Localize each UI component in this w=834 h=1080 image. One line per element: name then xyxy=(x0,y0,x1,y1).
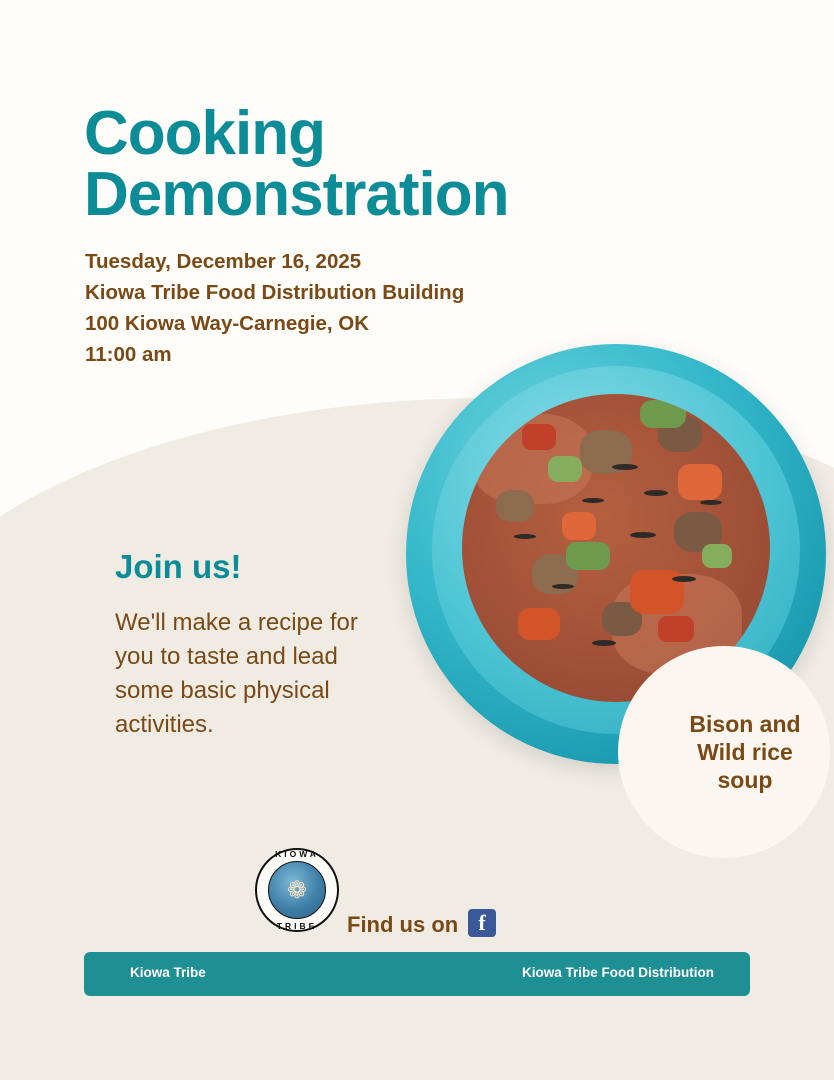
tomato-piece xyxy=(522,424,556,450)
title-line-1: Cooking xyxy=(84,99,325,168)
logo-bottom-text: TRIBE xyxy=(276,921,318,931)
pepper-piece xyxy=(702,544,732,568)
footer-bar xyxy=(84,952,750,996)
carrot-piece xyxy=(562,512,596,540)
bison-chunk xyxy=(496,490,534,522)
footer-secondary-page-name[interactable]: Kiowa Tribe Food Distribution xyxy=(522,965,714,980)
logo-top-text: KIOWA xyxy=(275,849,319,859)
event-time: 11:00 am xyxy=(85,343,172,367)
wild-rice-grain xyxy=(612,464,638,470)
tomato-piece xyxy=(658,616,694,642)
event-address: 100 Kiowa Way-Carnegie, OK xyxy=(85,312,370,336)
event-date: Tuesday, December 16, 2025 xyxy=(85,250,362,273)
wild-rice-grain xyxy=(514,534,536,539)
facebook-icon[interactable]: f xyxy=(468,909,496,937)
soup-name-line-2: Wild rice xyxy=(697,738,793,765)
event-venue: Kiowa Tribe Food Distribution Building xyxy=(85,281,465,305)
carrot-piece xyxy=(518,608,560,640)
join-us-heading: Join us! xyxy=(115,548,242,585)
soup-name-badge xyxy=(618,646,830,858)
eagle-emblem-icon: ❁ xyxy=(286,877,308,905)
wild-rice-grain xyxy=(552,584,574,589)
kiowa-tribe-logo xyxy=(255,848,339,932)
wild-rice-grain xyxy=(644,490,668,496)
wild-rice-grain xyxy=(700,500,722,505)
wild-rice-grain xyxy=(630,532,656,538)
join-us-body: We'll make a recipe for you to taste and lead some basic physical activities. xyxy=(115,609,358,739)
wild-rice-grain xyxy=(582,498,604,503)
logo-text xyxy=(255,848,339,932)
pepper-piece xyxy=(566,542,610,570)
wild-rice-grain xyxy=(592,640,616,646)
wild-rice-grain xyxy=(672,576,696,582)
find-us-label: Find us on xyxy=(347,912,459,937)
footer-page-name[interactable]: Kiowa Tribe xyxy=(130,965,206,980)
carrot-piece xyxy=(678,464,722,500)
pepper-piece xyxy=(640,400,686,428)
page-title xyxy=(84,99,704,229)
soup-name-text xyxy=(647,710,800,794)
soup-name-line-1: Bison and xyxy=(689,710,801,737)
soup-name-line-3: soup xyxy=(717,767,773,794)
pepper-piece xyxy=(548,456,582,482)
title-line-2: Demonstration xyxy=(84,159,509,229)
